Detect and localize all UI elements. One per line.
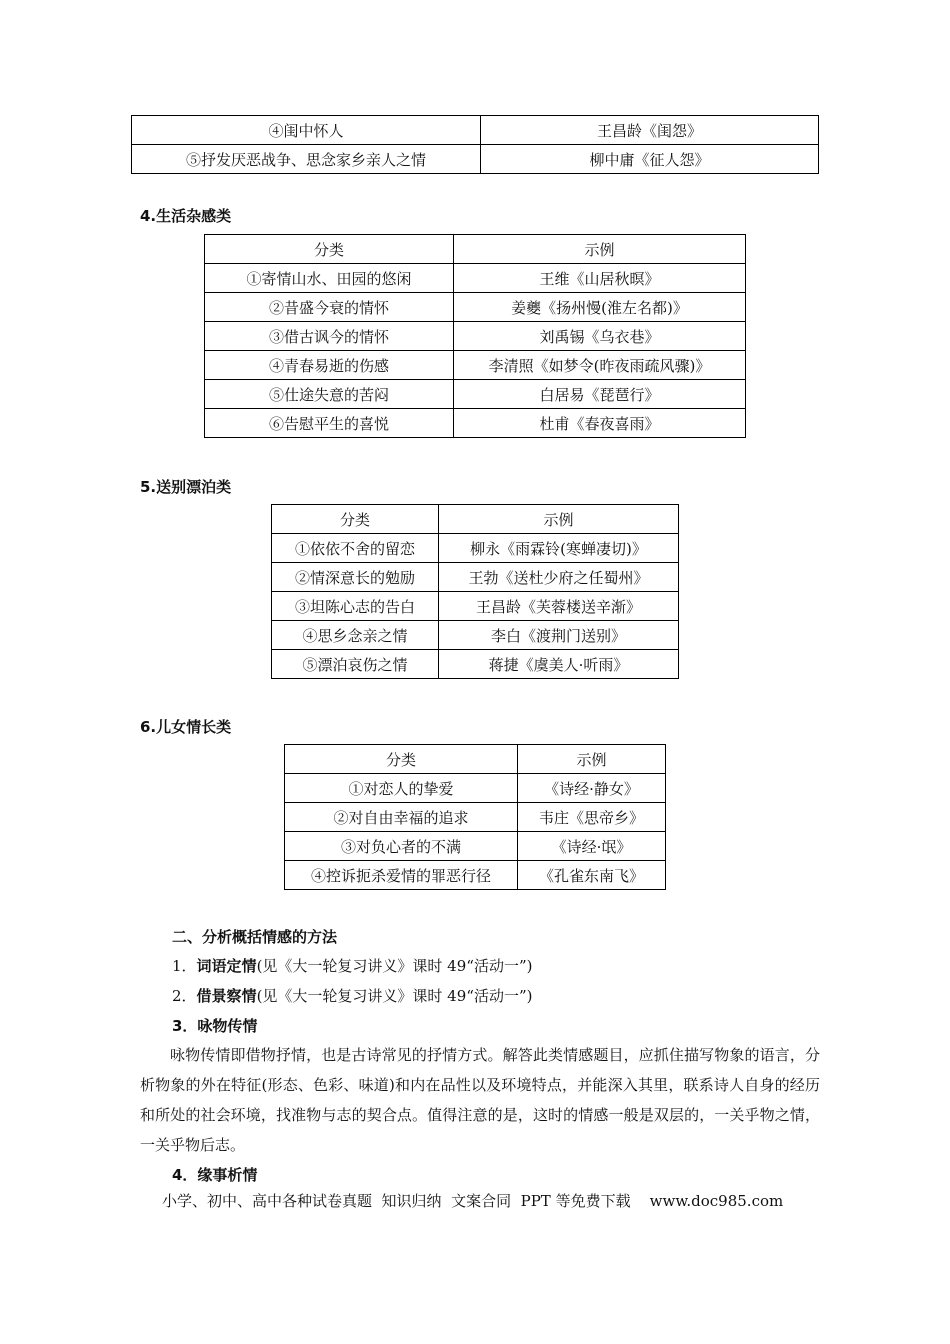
table-cell: 刘禹锡《乌衣巷》 [454,322,746,351]
table-row [272,563,679,592]
table-row [205,351,746,380]
table-row [205,380,746,409]
table-cell: ②对自由幸福的追求 [285,803,518,832]
table-row [285,832,666,861]
table-cell: ①依依不舍的留恋 [272,534,439,563]
table-row [285,774,666,803]
table-row [205,264,746,293]
header-category: 分类 [272,505,439,534]
table-cell: ⑥告慰平生的喜悦 [205,409,454,438]
method-item-3: 3．咏物传情 [172,1017,258,1035]
table-cell: ④闺中怀人 [132,116,481,145]
method-item-keyword: 借景察情 [196,987,257,1005]
table-farewell [271,504,679,679]
table-cell: ①对恋人的挚爱 [285,774,518,803]
table-row [272,621,679,650]
table-cell: ⑤漂泊哀伤之情 [272,650,439,679]
table-cell: ④思乡念亲之情 [272,621,439,650]
table-cell: 《孔雀东南飞》 [518,861,666,890]
table-row [272,592,679,621]
table-cell: ④控诉扼杀爱情的罪恶行径 [285,861,518,890]
method-item-reference: (见《大一轮复习讲义》课时 49“活动一”) [256,957,533,975]
method-item-reference: (见《大一轮复习讲义》课时 49“活动一”) [256,987,533,1005]
table-cell: 杜甫《春夜喜雨》 [454,409,746,438]
table-cell: ②情深意长的勉励 [272,563,439,592]
table-cell: 柳中庸《征人怨》 [481,145,819,174]
methods-title: 二、分析概括情感的方法 [172,928,338,946]
section6-title: 6.儿女情长类 [140,718,232,736]
table-cell: ①寄情山水、田园的悠闲 [205,264,454,293]
table-row [272,650,679,679]
header-category: 分类 [205,235,454,264]
table-romance [284,744,666,890]
table-cell: ④青春易逝的伤感 [205,351,454,380]
table-header-row [205,235,746,264]
page-footer: 小学、初中、高中各种试卷真题 知识归纳 文案合同 PPT 等免费下载 www.doc985.com [162,1192,784,1210]
table-cell: ⑤仕途失意的苦闷 [205,380,454,409]
header-category: 分类 [285,745,518,774]
table-cell: ⑤抒发厌恶战争、思念家乡亲人之情 [132,145,481,174]
table-cell: ③坦陈心志的告白 [272,592,439,621]
table-cell: 王勃《送杜少府之任蜀州》 [439,563,679,592]
table-row [285,861,666,890]
table-row [205,322,746,351]
table-row [272,534,679,563]
header-example: 示例 [454,235,746,264]
table-life-feelings [204,234,746,438]
table-cell: 王维《山居秋暝》 [454,264,746,293]
table-cell: ③借古讽今的情怀 [205,322,454,351]
method-item-number: 1． [172,957,197,975]
method-item-3-paragraph: 咏物传情即借物抒情，也是古诗常见的抒情方式。解答此类情感题目，应抓住描写物象的语言，分析物象的外在特征(形态、色彩、味道)和内在品性以及环境特点，并能深入其里，联系诗人自身的经历和所处的社会环境，找准物与志的契合点。值得注意的是，这时的情感一般是双层的，一关乎物之情，一关乎物后志。 [140,1046,820,1154]
table-cell: 柳永《雨霖铃(寒蝉凄切)》 [439,534,679,563]
table-cell: 李清照《如梦令(昨夜雨疏风骤)》 [454,351,746,380]
method-item-1 [172,955,532,976]
section5-title: 5.送别漂泊类 [140,478,232,496]
table-header-row [272,505,679,534]
section4-title: 4.生活杂感类 [140,207,232,225]
table-cell: 李白《渡荆门送别》 [439,621,679,650]
table-cell: 《诗经·氓》 [518,832,666,861]
table-cell: 《诗经·静女》 [518,774,666,803]
table-row [205,409,746,438]
table-cell: 韦庄《思帝乡》 [518,803,666,832]
header-example: 示例 [518,745,666,774]
method-item-number: 2． [172,987,197,1005]
table-cell: 姜夔《扬州慢(淮左名都)》 [454,293,746,322]
method-item-4: 4．缘事析情 [172,1166,258,1184]
header-example: 示例 [439,505,679,534]
table-cell: ②昔盛今衰的情怀 [205,293,454,322]
table-cell: 王昌龄《芙蓉楼送辛渐》 [439,592,679,621]
table-cell: 白居易《琵琶行》 [454,380,746,409]
table-row [132,145,819,174]
table-cell: 王昌龄《闺怨》 [481,116,819,145]
table-cell: 蒋捷《虞美人·听雨》 [439,650,679,679]
table-emotion-continued [131,115,819,174]
table-row [132,116,819,145]
method-item-2 [172,985,532,1006]
table-header-row [285,745,666,774]
table-row [285,803,666,832]
table-cell: ③对负心者的不满 [285,832,518,861]
method-item-keyword: 词语定情 [196,957,257,975]
table-row [205,293,746,322]
